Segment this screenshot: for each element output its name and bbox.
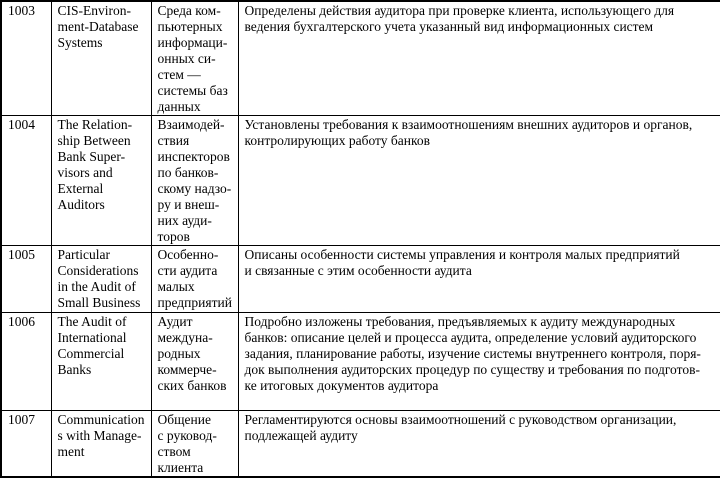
description-cell: Установлены требования к взаимоотношениям внешних аудиторов и органов, контролирующих работу банков bbox=[238, 116, 720, 246]
description-cell: Регламентируются основы взаимоотношений с руководством организации, подлежащей аудиту bbox=[238, 411, 720, 478]
standard-number-cell: 1005 bbox=[1, 246, 51, 313]
standard-number-cell: 1004 bbox=[1, 116, 51, 246]
title-ru-cell: Особенно- сти аудита малых предприятий bbox=[151, 246, 238, 313]
table-row bbox=[1, 1, 720, 116]
title-ru-cell: Аудит междуна- родных коммерче- ских банков bbox=[151, 313, 238, 411]
standard-number-cell: 1006 bbox=[1, 313, 51, 411]
title-ru-cell: Общение с руковод- ством клиента bbox=[151, 411, 238, 478]
title-en-cell: Communication s with Manage- ment bbox=[51, 411, 151, 478]
table-row bbox=[1, 246, 720, 313]
title-ru-cell: Среда ком- пьютерных информаци- онных си- стем — системы баз данных bbox=[151, 1, 238, 116]
title-en-cell: The Relation- ship Between Bank Super- visors and External Auditors bbox=[51, 116, 151, 246]
title-en-cell: Particular Considerations in the Audit of Small Business bbox=[51, 246, 151, 313]
title-en-cell: The Audit of International Commercial Banks bbox=[51, 313, 151, 411]
title-en-cell: CIS-Environ- ment-Database Systems bbox=[51, 1, 151, 116]
description-cell: Описаны особенности системы управления и контроля малых предприятий и связанные с этим особенности аудита bbox=[238, 246, 720, 313]
table-row bbox=[1, 116, 720, 246]
table-row bbox=[1, 411, 720, 478]
description-cell: Подробно изложены требования, предъявляемых к аудиту международных банков: описание целей и процесса аудита, определение условий аудиторского задания, планирование работы, изучение системы внутреннего контроля, поря- док выполнения аудиторских процедур по существу и требования по подготов- ке итоговых документов аудитора bbox=[238, 313, 720, 411]
title-ru-cell: Взаимодей- ствия инспекторов по банков- скому надзо- ру и внеш- них ауди- торов bbox=[151, 116, 238, 246]
description-cell: Определены действия аудитора при проверке клиента, использующего для ведения бухгалтерского учета указанный вид информационных систем bbox=[238, 1, 720, 116]
table-body bbox=[1, 1, 720, 477]
table-row bbox=[1, 313, 720, 411]
standard-number-cell: 1003 bbox=[1, 1, 51, 116]
standard-number-cell: 1007 bbox=[1, 411, 51, 478]
